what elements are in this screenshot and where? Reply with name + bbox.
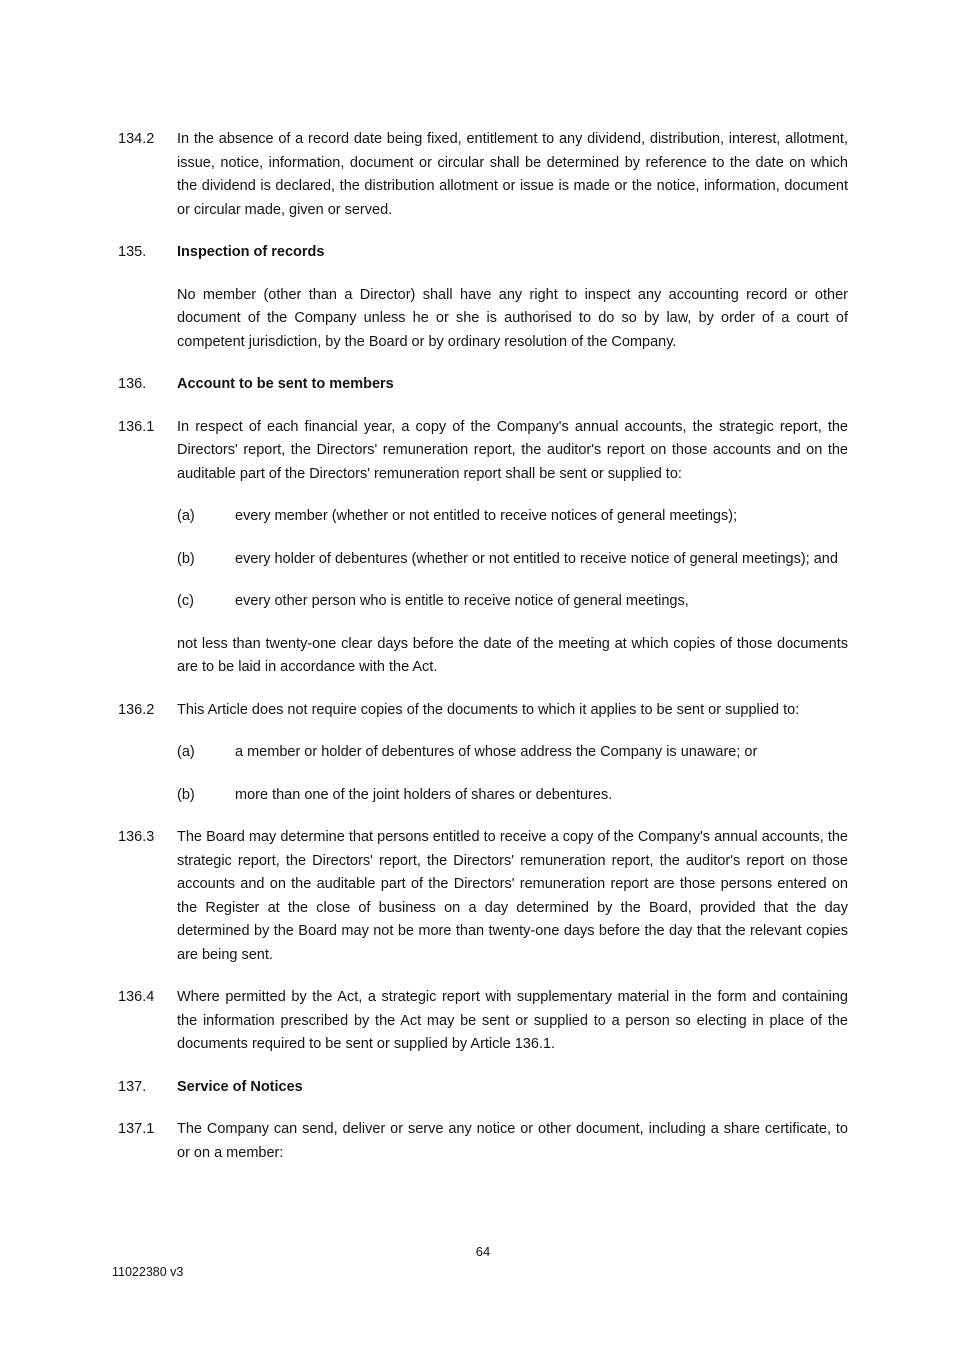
- subclause-letter: (a): [177, 508, 195, 524]
- clause-136-4: [118, 986, 848, 1057]
- subclause-136-2-a: [177, 741, 848, 765]
- subclause-letter: (c): [177, 593, 194, 609]
- document-content: [118, 128, 848, 1184]
- page-number: 64: [475, 1244, 491, 1259]
- subclause-136-1-b: [177, 548, 848, 572]
- paragraph-136-1-continuation: not less than twenty-one clear days before the date of the meeting at which copies of those documents are to be laid in accordance with the Act.: [177, 635, 848, 675]
- clause-number: 136.3: [118, 829, 155, 845]
- clause-number: 136.2: [118, 701, 155, 718]
- clause-number: 136.4: [118, 989, 155, 1005]
- clause-number: 137.1: [118, 1121, 155, 1137]
- clause-number: 134.2: [118, 131, 155, 147]
- section-heading-136: [118, 373, 848, 397]
- clause-text: This Article does not require copies of the documents to which it applies to be sent or supplied to:: [177, 701, 800, 718]
- clause-136-2: [118, 699, 848, 723]
- clause-number: 136.1: [118, 418, 155, 435]
- heading-title: Inspection of records: [177, 244, 325, 260]
- heading-number: 136.: [118, 376, 147, 392]
- clause-text: The Company can send, deliver or serve any notice or other document, including a share certificate, to or on a member:: [177, 1121, 848, 1161]
- heading-title: Service of Notices: [177, 1078, 303, 1095]
- clause-text: In the absence of a record date being fixed, entitlement to any dividend, distribution, interest, allotment, issue, notice, information, document or circular shall be determined by reference to the date on which the dividend is declared, the distribution allotment or issue is made or the notice, information, document or circular made, given or served.: [177, 131, 848, 218]
- subclause-text: a member or holder of debentures of whose address the Company is unaware; or: [235, 744, 758, 760]
- subclause-text: more than one of the joint holders of shares or debentures.: [235, 786, 613, 803]
- section-heading-137: [118, 1076, 848, 1100]
- subclause-136-1-a: [177, 505, 848, 529]
- clause-text: Where permitted by the Act, a strategic report with supplementary material in the form and containing the information prescribed by the Act may be sent or supplied to a person so electing in place of the documents required to be sent or supplied by Article 136.1.: [177, 989, 848, 1052]
- heading-number: 137.: [118, 1078, 147, 1095]
- subclause-text: every member (whether or not entitled to receive notices of general meetings);: [235, 508, 738, 524]
- subclause-letter: (b): [177, 786, 195, 803]
- subclause-letter: (a): [177, 744, 195, 760]
- subclause-136-1-c: [177, 590, 848, 614]
- clause-text: The Board may determine that persons entitled to receive a copy of the Company's annual accounts, the strategic report, the Directors' report, the Directors' remuneration report, the auditor's report on those accounts and on the auditable part of the Directors' remuneration report are those persons entered on the Register at the close of business on a day determined by the Board, provided that the day determined by the Board may not be more than twenty-one days before the day that the relevant copies are being sent.: [177, 829, 848, 963]
- subclause-136-2-b: [177, 784, 848, 808]
- subclause-text: every other person who is entitle to receive notice of general meetings,: [235, 593, 689, 609]
- clause-text: In respect of each financial year, a copy of the Company's annual accounts, the strategic report, the Directors' report, the Directors' remuneration report, the auditor's report on those accounts and on the auditable part of the Directors' remuneration report shall be sent or supplied to:: [177, 418, 848, 482]
- clause-134-2: [118, 128, 848, 222]
- heading-number: 135.: [118, 244, 147, 260]
- heading-title: Account to be sent to members: [177, 376, 394, 392]
- clause-136-1: [118, 416, 848, 487]
- clause-137-1: [118, 1118, 848, 1165]
- clause-136-3: [118, 826, 848, 967]
- doc-reference: 11022380 v3: [112, 1265, 184, 1279]
- paragraph-135-body: No member (other than a Director) shall have any right to inspect any accounting record or other document of the Company unless he or she is authorised to do so by law, by order of a court of competent jurisdiction, by the Board or by ordinary resolution of the Company.: [177, 286, 848, 350]
- subclause-letter: (b): [177, 550, 195, 567]
- section-heading-135: [118, 241, 848, 265]
- subclause-text: every holder of debentures (whether or not entitled to receive notice of general meetings); and: [235, 550, 838, 567]
